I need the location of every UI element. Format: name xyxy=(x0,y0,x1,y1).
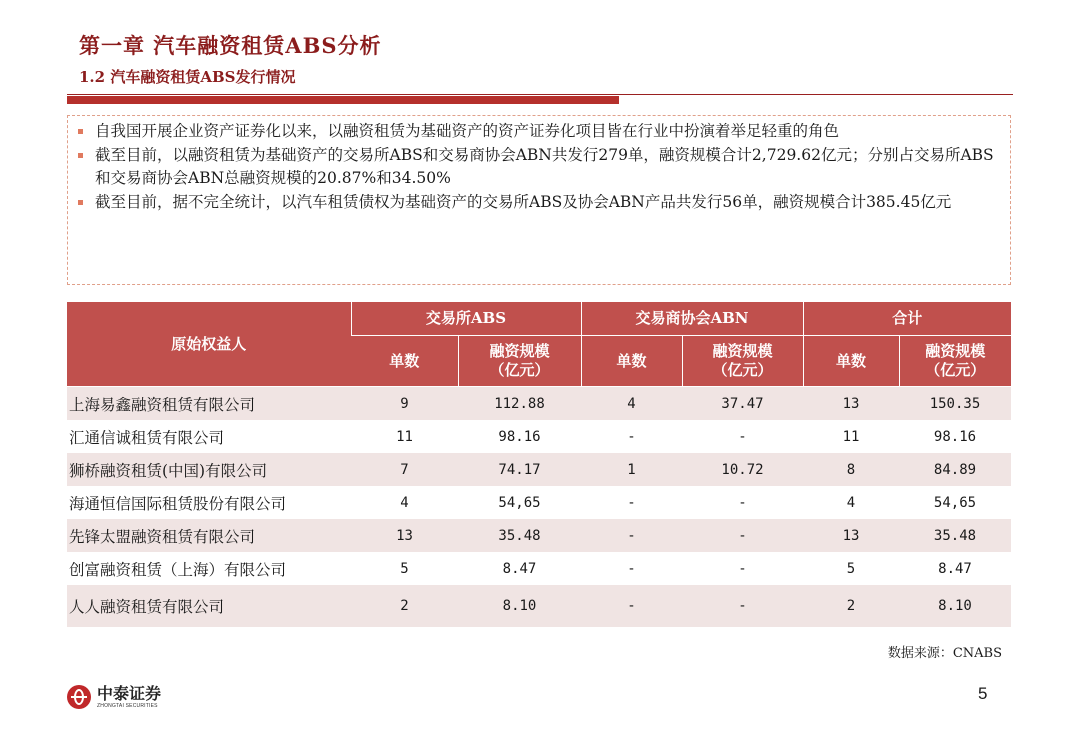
cell-abs-amount: 98.16 xyxy=(458,420,581,453)
header-group-exchange-abs: 交易所ABS xyxy=(351,302,581,336)
header-amount: 融资规模 （亿元） xyxy=(458,336,581,387)
logo-cn-text: 中泰证券 xyxy=(97,683,162,703)
bullet-item xyxy=(78,191,1000,214)
cell-abs-amount: 74.17 xyxy=(458,453,581,486)
cell-abn-count: - xyxy=(581,552,682,585)
header-count: 单数 xyxy=(351,336,458,387)
header-rule-thick xyxy=(67,96,619,104)
header-group-total: 合计 xyxy=(803,302,1011,336)
cell-originator: 汇通信诚租赁有限公司 xyxy=(67,420,351,453)
cell-abn-count: 1 xyxy=(581,453,682,486)
table-row xyxy=(67,552,1011,585)
table-row xyxy=(67,453,1011,486)
cell-originator: 狮桥融资租赁(中国)有限公司 xyxy=(67,453,351,486)
cell-total-amount: 8.10 xyxy=(899,585,1011,627)
table-row xyxy=(67,486,1011,519)
header-amount: 融资规模 （亿元） xyxy=(682,336,803,387)
cell-total-count: 13 xyxy=(803,387,899,421)
header-group-nafmii-abn: 交易商协会ABN xyxy=(581,302,803,336)
header-count: 单数 xyxy=(803,336,899,387)
cell-total-count: 8 xyxy=(803,453,899,486)
cell-abs-count: 4 xyxy=(351,486,458,519)
cell-abs-amount: 8.10 xyxy=(458,585,581,627)
cell-abn-count: - xyxy=(581,420,682,453)
bullet-item xyxy=(78,144,1000,190)
cell-originator: 上海易鑫融资租赁有限公司 xyxy=(67,387,351,421)
cell-total-count: 13 xyxy=(803,519,899,552)
cell-abn-amount: 10.72 xyxy=(682,453,803,486)
cell-total-count: 11 xyxy=(803,420,899,453)
cell-abn-amount: - xyxy=(682,519,803,552)
bullet-text: 截至目前，以融资租赁为基础资产的交易所ABS和交易商协会ABN共发行279单，融资规模合计2,729.62亿元；分别占交易所ABS和交易商协会ABN总融资规模的20.87%和34.50% xyxy=(95,146,994,187)
header-originator: 原始权益人 xyxy=(67,302,351,387)
cell-abs-amount: 54,65 xyxy=(458,486,581,519)
cell-abn-amount: - xyxy=(682,486,803,519)
cell-abs-amount: 8.47 xyxy=(458,552,581,585)
cell-originator: 海通恒信国际租赁股份有限公司 xyxy=(67,486,351,519)
cell-abn-count: - xyxy=(581,486,682,519)
company-logo xyxy=(67,685,161,709)
header-rule-thin xyxy=(67,94,1013,95)
cell-abs-amount: 112.88 xyxy=(458,387,581,421)
cell-abn-count: - xyxy=(581,585,682,627)
logo-en-text: ZHONGTAI SECURITIES xyxy=(97,702,158,709)
cell-abs-count: 11 xyxy=(351,420,458,453)
cell-originator: 先锋太盟融资租赁有限公司 xyxy=(67,519,351,552)
page-number: 5 xyxy=(978,684,988,703)
cell-abn-count: 4 xyxy=(581,387,682,421)
bullet-box xyxy=(67,115,1011,285)
chapter-title: 第一章 汽车融资租赁ABS分析 xyxy=(79,33,382,58)
cell-abs-count: 13 xyxy=(351,519,458,552)
cell-total-amount: 150.35 xyxy=(899,387,1011,421)
section-title: 1.2 汽车融资租赁ABS发行情况 xyxy=(79,68,296,86)
data-source-note: 数据来源：CNABS xyxy=(887,646,1002,661)
logo-wordmark xyxy=(97,683,162,709)
cell-abs-count: 7 xyxy=(351,453,458,486)
cell-total-count: 4 xyxy=(803,486,899,519)
cell-abs-count: 5 xyxy=(351,552,458,585)
bullet-text: 自我国开展企业资产证券化以来，以融资租赁为基础资产的资产证券化项目皆在行业中扮演着举足轻重的角色 xyxy=(95,122,840,140)
table-row xyxy=(67,420,1011,453)
cell-total-amount: 54,65 xyxy=(899,486,1011,519)
cell-abn-count: - xyxy=(581,519,682,552)
zhongtai-logo-icon xyxy=(67,685,91,709)
cell-abs-amount: 35.48 xyxy=(458,519,581,552)
header-amount: 融资规模 （亿元） xyxy=(899,336,1011,387)
cell-total-amount: 35.48 xyxy=(899,519,1011,552)
abs-issuance-table xyxy=(67,302,1011,627)
cell-total-amount: 84.89 xyxy=(899,453,1011,486)
cell-abn-amount: - xyxy=(682,552,803,585)
cell-abs-count: 9 xyxy=(351,387,458,421)
table-row xyxy=(67,585,1011,627)
bullet-icon xyxy=(78,200,83,205)
table-row xyxy=(67,519,1011,552)
bullet-icon xyxy=(78,129,83,134)
cell-total-count: 2 xyxy=(803,585,899,627)
cell-total-amount: 98.16 xyxy=(899,420,1011,453)
table-row xyxy=(67,387,1011,421)
cell-abs-count: 2 xyxy=(351,585,458,627)
cell-abn-amount: - xyxy=(682,585,803,627)
cell-total-amount: 8.47 xyxy=(899,552,1011,585)
cell-originator: 创富融资租赁（上海）有限公司 xyxy=(67,552,351,585)
cell-abn-amount: 37.47 xyxy=(682,387,803,421)
bullet-text: 截至目前，据不完全统计，以汽车租赁债权为基础资产的交易所ABS及协会ABN产品共发行56单，融资规模合计385.45亿元 xyxy=(95,193,952,211)
bullet-icon xyxy=(78,153,83,158)
cell-abn-amount: - xyxy=(682,420,803,453)
cell-total-count: 5 xyxy=(803,552,899,585)
bullet-item xyxy=(78,120,1000,143)
header-count: 单数 xyxy=(581,336,682,387)
cell-originator: 人人融资租赁有限公司 xyxy=(67,585,351,627)
